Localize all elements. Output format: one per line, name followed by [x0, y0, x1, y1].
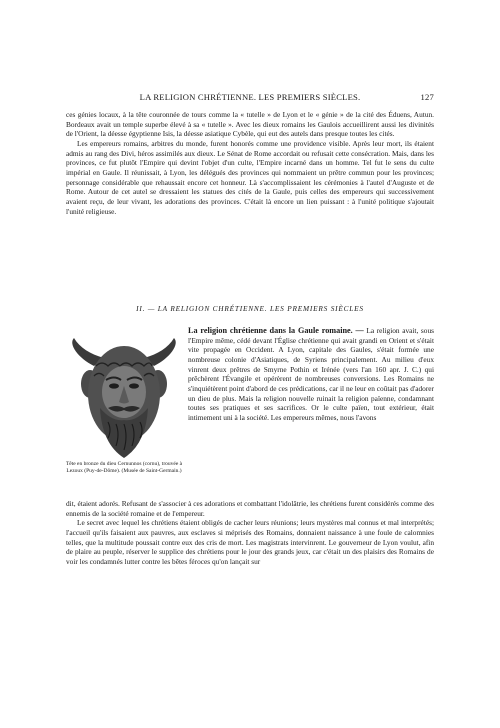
side-text-block: [188, 326, 434, 423]
paragraph-persecution: Le secret avec lequel les chrétiens étaient obligés de cacher leurs réunions; leurs mystères mal connus et mal interprétés; l'accueil qu'ils faisaient aux pauvres, aux esclaves si méprisés des Romains, donnaient naissance à une foule de calomnies telles, que la multitude poussait contre eux des cris de mort. Les magistrats intervinrent. Le gouverneur de Lyon voulut, afin de plaire au peuple, réserver le supplice des chrétiens pour le jour des grands jeux, car c'était un des plaisirs des Romains de voir les condamnés lutter contre les bêtes féroces qu'on lançait sur: [66, 518, 434, 566]
figure-caption: Tête en bronze du dieu Cernunnos (cornu), trouvée à Lezoux (Puy-de-Dôme). (Musée de Saint-Germain.): [65, 461, 183, 474]
page-number: 127: [420, 92, 434, 102]
running-header: [66, 92, 434, 106]
section-heading: II. — LA RELIGION CHRÉTIENNE. LES PREMIERS SIÈCLES: [136, 304, 364, 313]
side-paragraph: [188, 326, 434, 423]
paragraph-imperial-cult: Les empereurs romains, arbitres du monde, furent honorés comme une providence visible. Après leur mort, ils étaient admis au rang des Divi, héros assimilés aux dieux. Le Sénat de Rome accordait ou refusait cette consécration. Mais, dans les provinces, ce fut plutôt l'Empire qui devint l'objet d'un culte, l'Empire incarné dans un homme. Tel fut le sens du culte impérial en Gaule. Il réunissait, à Lyon, les délégués des provinces qui nommaient un prêtre commun pour les provinces; personnage considérable que rehaussait encore cet honneur. Là s'accomplissaient les cérémonies à l'autel d'Auguste et de Rome. Autour de cet autel se dressaient les statues des cités de la Gaule, puis celles des empereurs qui successivement avaient reçu, de leur vivant, les adorations des provinces. C'était là encore un lien puissant : à l'unité politique s'ajoutait l'unité religieuse.: [66, 138, 434, 216]
cernunnos-bronze-head-illustration: [64, 336, 184, 464]
paragraph-local-genies: ces génies locaux, à la tête couronnée de tours comme la « tutelle » de Lyon et le « génie » de la cité des Éduens, Autun. Bordeaux avait un temple superbe élevé à sa « tutelle ». Avec les dieux romains les Gaulois accueillirent aussi les divinités de l'Orient, la déesse égyptienne Isis, la déesse asiatique Cybèle, qui eut des autels dans presque toutes les cités.: [66, 110, 434, 139]
bottom-text-block: [66, 499, 434, 567]
paragraph-continuation: dit, étaient adorés. Refusant de s'associer à ces adorations et combattant l'idolâtrie, les chrétiens furent considérés comme des ennemis de la société romaine et de l'empereur.: [66, 499, 434, 518]
running-title: LA RELIGION CHRÉTIENNE. LES PREMIERS SIÈCLES.: [139, 92, 361, 102]
subheading: La religion chrétienne dans la Gaule romaine. —: [188, 326, 364, 335]
side-paragraph-text: La religion avait, sous l'Empire même, cédé devant l'Église chrétienne qui avait grandi en Orient et s'était vite propagée en Occident. A Lyon, capitale des Gaules, s'était formée une nombreuse colonie d'Asiatiques, de Syriens principalement. Au milieu d'eux vinrent deux prêtres de Smyrne Pothin et Irénée (vers l'an 160 apr. J. C.) qui prêchèrent l'Évangile et opérèrent de nombreuses conversions. Les Romains ne s'inquiétèrent point d'abord de ces prédications, car il ne leur en coûtait pas d'adorer un dieu de plus. Mais la religion nouvelle ruinait la religion païenne, condamnant toutes ses pratiques et ses sacrifices. Or le culte païen, tout extérieur, était intimement uni à la société. Les empereurs mêmes, nous l'avons: [188, 326, 434, 422]
top-text-block: [66, 110, 434, 216]
